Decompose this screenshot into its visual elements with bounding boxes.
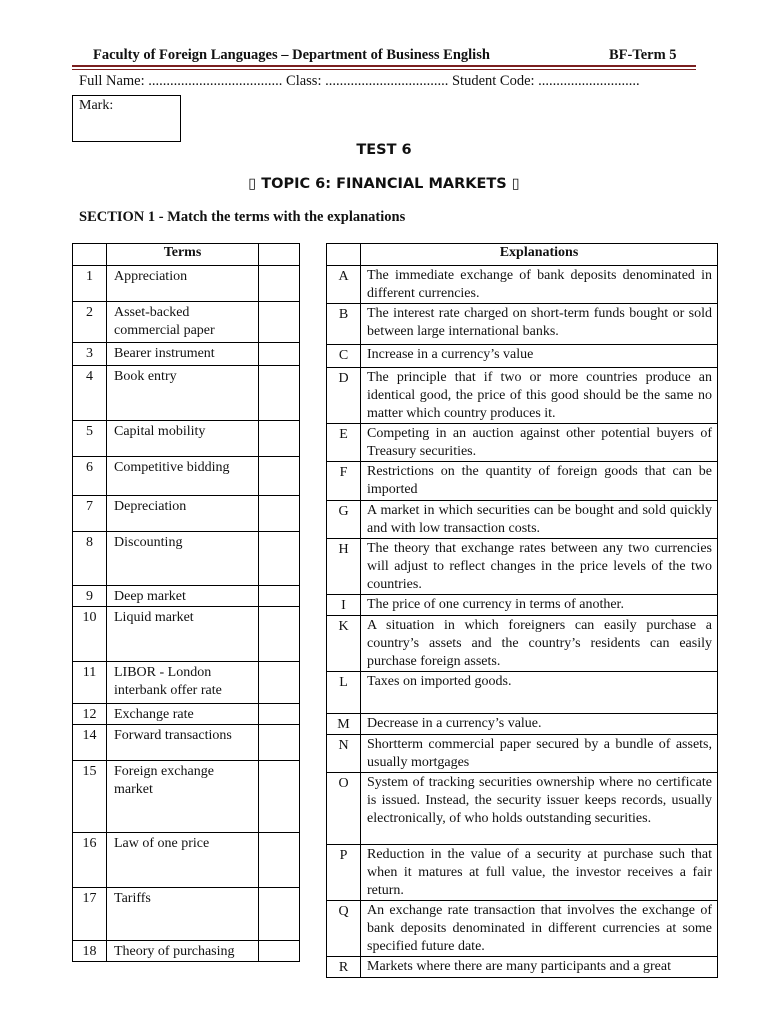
term-row <box>73 833 300 888</box>
explanation-text: Taxes on imported goods. <box>361 672 718 714</box>
explanation-row <box>327 304 718 345</box>
term-row <box>73 941 300 962</box>
terms-num-header <box>73 244 107 266</box>
term-number: 7 <box>73 496 107 532</box>
answer-cell[interactable] <box>259 725 300 761</box>
answer-cell[interactable] <box>259 761 300 833</box>
term-number: 4 <box>73 366 107 421</box>
term-row <box>73 888 300 941</box>
explanation-text: The price of one currency in terms of another. <box>361 595 718 616</box>
terms-table <box>72 243 300 962</box>
term-number: 2 <box>73 302 107 343</box>
explanation-letter: O <box>327 773 361 845</box>
term-text: Appreciation <box>107 266 259 302</box>
explanation-letter: H <box>327 539 361 595</box>
answer-cell[interactable] <box>259 343 300 366</box>
term-text: Law of one price <box>107 833 259 888</box>
term-text: Tariffs <box>107 888 259 941</box>
explanation-text: The interest rate charged on short-term funds bought or sold between large international banks. <box>361 304 718 345</box>
student-info-line: Full Name: ..................................... Class: .................................. Student Code: ............................ <box>79 73 640 89</box>
term-row <box>73 662 300 704</box>
mark-label: Mark: <box>79 98 114 113</box>
explanation-row <box>327 845 718 901</box>
term-text: Discounting <box>107 532 259 586</box>
answer-cell[interactable] <box>259 662 300 704</box>
explanation-text: An exchange rate transaction that involves the exchange of bank deposits denominated in different currencies at some specified future date. <box>361 901 718 957</box>
explanation-row <box>327 462 718 501</box>
explanation-text: The principle that if two or more countries produce an identical good, the price of this good should be the same no matter which country produces it. <box>361 368 718 424</box>
term-text: Theory of purchasing <box>107 941 259 962</box>
answer-cell[interactable] <box>259 941 300 962</box>
explanation-row <box>327 424 718 462</box>
term-row <box>73 586 300 607</box>
explanation-letter: M <box>327 714 361 735</box>
explanations-letter-header <box>327 244 361 266</box>
explanation-text: Competing in an auction against other potential buyers of Treasury securities. <box>361 424 718 462</box>
term-row <box>73 761 300 833</box>
explanation-text: A market in which securities can be bought and sold quickly and with low transaction costs. <box>361 501 718 539</box>
explanation-text: Markets where there are many participants and a great <box>361 957 718 978</box>
terms-header: Terms <box>107 244 259 266</box>
term-row <box>73 496 300 532</box>
term-text: Forward transactions <box>107 725 259 761</box>
term-number: 9 <box>73 586 107 607</box>
term-text: Liquid market <box>107 607 259 662</box>
term-text: Exchange rate <box>107 704 259 725</box>
term-text: LIBOR - London interbank offer rate <box>107 662 259 704</box>
explanations-header: Explanations <box>361 244 718 266</box>
test-title: TEST 6 <box>356 142 412 158</box>
term-row <box>73 457 300 496</box>
term-row <box>73 421 300 457</box>
term-row <box>73 607 300 662</box>
explanation-row <box>327 501 718 539</box>
explanation-letter: C <box>327 345 361 368</box>
explanation-text: A situation in which foreigners can easily purchase a country’s assets and the country’s residents can easily purchase foreign assets. <box>361 616 718 672</box>
explanation-letter: P <box>327 845 361 901</box>
explanation-text: Shortterm commercial paper secured by a bundle of assets, usually mortgages <box>361 735 718 773</box>
term-number: 11 <box>73 662 107 704</box>
explanation-text: Increase in a currency’s value <box>361 345 718 368</box>
term-text: Bearer instrument <box>107 343 259 366</box>
explanation-text: Reduction in the value of a security at purchase such that when it matures at full value, the investor receives a fair return. <box>361 845 718 901</box>
explanation-row <box>327 539 718 595</box>
explanation-letter: K <box>327 616 361 672</box>
term-row <box>73 704 300 725</box>
term-number: 1 <box>73 266 107 302</box>
explanation-letter: Q <box>327 901 361 957</box>
term-number: 5 <box>73 421 107 457</box>
term-row <box>73 532 300 586</box>
answer-cell[interactable] <box>259 532 300 586</box>
explanation-letter: G <box>327 501 361 539</box>
explanation-letter: N <box>327 735 361 773</box>
explanation-row <box>327 345 718 368</box>
explanation-text: The theory that exchange rates between any two currencies will adjust to reflect changes in the price levels of the two countries. <box>361 539 718 595</box>
answer-cell[interactable] <box>259 302 300 343</box>
term-text: Asset-backed commercial paper <box>107 302 259 343</box>
explanation-row <box>327 616 718 672</box>
answer-cell[interactable] <box>259 586 300 607</box>
answer-cell[interactable] <box>259 833 300 888</box>
term-row <box>73 266 300 302</box>
answer-cell[interactable] <box>259 704 300 725</box>
section-title: SECTION 1 - Match the terms with the explanations <box>79 209 406 225</box>
explanations-table <box>326 243 718 978</box>
term-row <box>73 302 300 343</box>
explanation-letter: A <box>327 266 361 304</box>
explanation-text: Restrictions on the quantity of foreign goods that can be imported <box>361 462 718 501</box>
explanation-row <box>327 901 718 957</box>
faculty-header: Faculty of Foreign Languages – Department of Business English <box>93 47 490 63</box>
term-number: 3 <box>73 343 107 366</box>
explanation-letter: L <box>327 672 361 714</box>
topic-title: ▯ TOPIC 6: FINANCIAL MARKETS ▯ <box>248 176 520 192</box>
term-number: 18 <box>73 941 107 962</box>
term-number: 15 <box>73 761 107 833</box>
explanation-row <box>327 957 718 978</box>
term-text: Book entry <box>107 366 259 421</box>
explanation-row <box>327 735 718 773</box>
term-number: 8 <box>73 532 107 586</box>
explanation-letter: R <box>327 957 361 978</box>
explanation-row <box>327 368 718 424</box>
term-number: 14 <box>73 725 107 761</box>
explanation-row <box>327 595 718 616</box>
answer-cell[interactable] <box>259 888 300 941</box>
term-text: Foreign exchange market <box>107 761 259 833</box>
term-number: 17 <box>73 888 107 941</box>
term-number: 12 <box>73 704 107 725</box>
term-row <box>73 366 300 421</box>
term-text: Competitive bidding <box>107 457 259 496</box>
mark-box <box>72 95 181 142</box>
answer-cell[interactable] <box>259 457 300 496</box>
term-row <box>73 343 300 366</box>
explanation-letter: B <box>327 304 361 345</box>
term-number: 10 <box>73 607 107 662</box>
explanation-text: System of tracking securities ownership where no certificate is issued. Instead, the security issuer keeps records, usually electronically, of who holds outstanding securities. <box>361 773 718 845</box>
explanation-text: The immediate exchange of bank deposits denominated in different currencies. <box>361 266 718 304</box>
term-text: Deep market <box>107 586 259 607</box>
answer-cell[interactable] <box>259 421 300 457</box>
explanation-letter: F <box>327 462 361 501</box>
term-label: BF-Term 5 <box>609 47 677 63</box>
explanation-text: Decrease in a currency’s value. <box>361 714 718 735</box>
header-rule-thin <box>72 69 696 70</box>
explanation-row <box>327 266 718 304</box>
term-number: 16 <box>73 833 107 888</box>
explanation-row <box>327 773 718 845</box>
explanation-row <box>327 714 718 735</box>
explanation-letter: I <box>327 595 361 616</box>
term-text: Depreciation <box>107 496 259 532</box>
explanation-letter: D <box>327 368 361 424</box>
terms-answer-header <box>259 244 300 266</box>
answer-cell[interactable] <box>259 496 300 532</box>
term-row <box>73 725 300 761</box>
answer-cell[interactable] <box>259 366 300 421</box>
explanation-letter: E <box>327 424 361 462</box>
answer-cell[interactable] <box>259 607 300 662</box>
explanation-row <box>327 672 718 714</box>
header-rule <box>72 65 696 67</box>
term-number: 6 <box>73 457 107 496</box>
term-text: Capital mobility <box>107 421 259 457</box>
answer-cell[interactable] <box>259 266 300 302</box>
